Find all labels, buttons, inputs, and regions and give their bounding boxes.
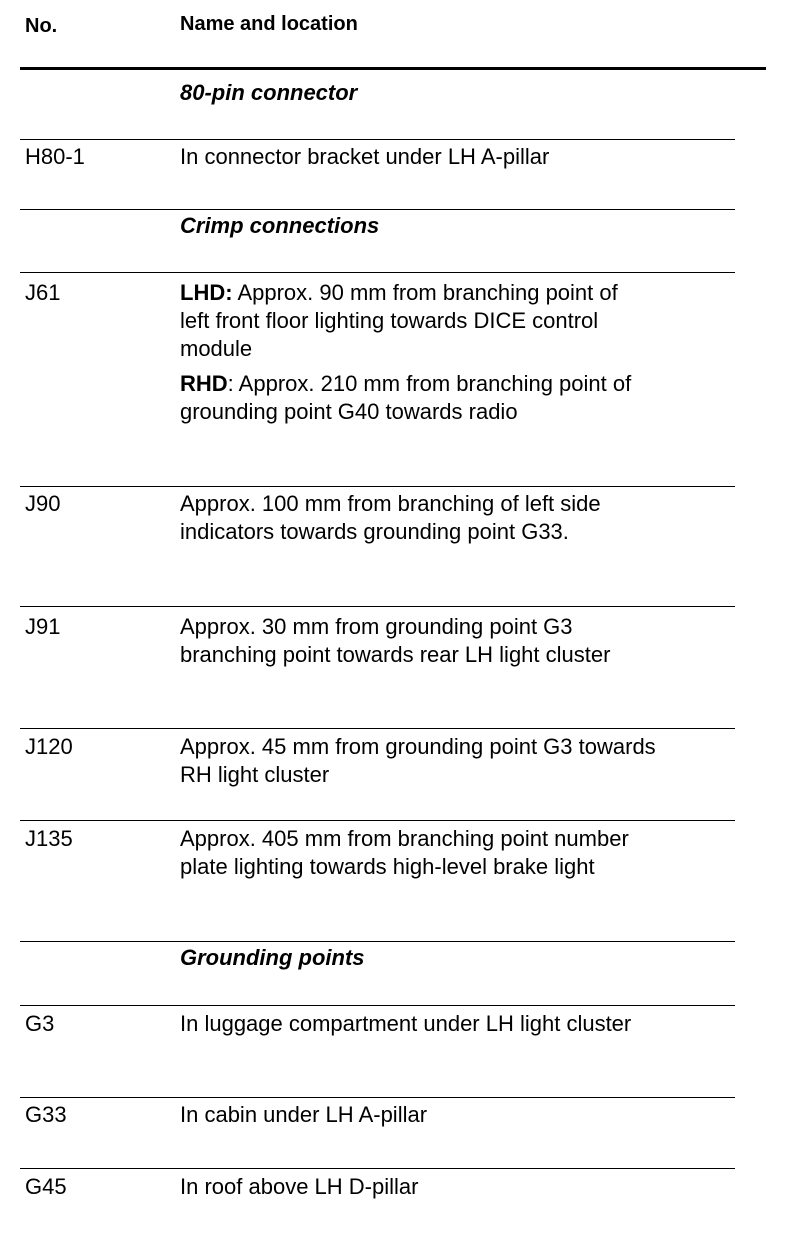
row-description-j90: Approx. 100 mm from branching of left side indicators towards grounding point G33.: [180, 491, 601, 544]
row-divider: [20, 486, 735, 487]
row-description-j91: Approx. 30 mm from grounding point G3 branching point towards rear LH light cluster: [180, 614, 611, 667]
section-grounding-points: Grounding points: [180, 945, 365, 970]
row-number-j61: J61: [25, 280, 61, 305]
lhd-text: Approx. 90 mm from branching point of left front floor lighting towards DICE control module: [180, 280, 618, 361]
column-header-name-location: Name and location: [180, 13, 358, 35]
row-number-h80-1: H80-1: [25, 144, 85, 169]
row-number-j120: J120: [25, 734, 73, 759]
rhd-text: : Approx. 210 mm from branching point of grounding point G40 towards radio: [180, 371, 632, 424]
row-number-j90: J90: [25, 491, 61, 516]
row-divider: [20, 1097, 735, 1098]
row-divider: [20, 820, 735, 821]
row-divider: [20, 1168, 735, 1169]
row-number-g3: G3: [25, 1011, 55, 1036]
section-80-pin-connector: 80-pin connector: [180, 80, 358, 105]
row-number-j135: J135: [25, 826, 73, 851]
rhd-label: RHD: [180, 371, 228, 396]
row-divider: [20, 728, 735, 729]
row-divider: [20, 139, 735, 140]
row-description-j61-lhd: [180, 279, 630, 363]
row-number-g45: G45: [25, 1174, 67, 1199]
row-description-g3: In luggage compartment under LH light cluster: [180, 1011, 632, 1036]
row-description-j120: Approx. 45 mm from grounding point G3 towards RH light cluster: [180, 734, 656, 787]
row-divider: [20, 941, 735, 942]
row-divider: [20, 1005, 735, 1006]
section-crimp-connections: Crimp connections: [180, 213, 380, 238]
row-description-j61-rhd: [180, 370, 640, 426]
row-description-j135: Approx. 405 mm from branching point number plate lighting towards high-level brake light: [180, 826, 629, 879]
lhd-label: LHD:: [180, 280, 233, 305]
row-divider: [20, 209, 735, 210]
row-number-g33: G33: [25, 1102, 67, 1127]
row-number-j91: J91: [25, 614, 61, 639]
row-divider: [20, 272, 735, 273]
header-rule: [20, 67, 766, 70]
row-description-h80-1: In connector bracket under LH A-pillar: [180, 144, 550, 169]
column-header-no: No.: [25, 15, 58, 37]
row-description-g33: In cabin under LH A-pillar: [180, 1102, 428, 1127]
row-divider: [20, 606, 735, 607]
row-description-g45: In roof above LH D-pillar: [180, 1174, 419, 1199]
